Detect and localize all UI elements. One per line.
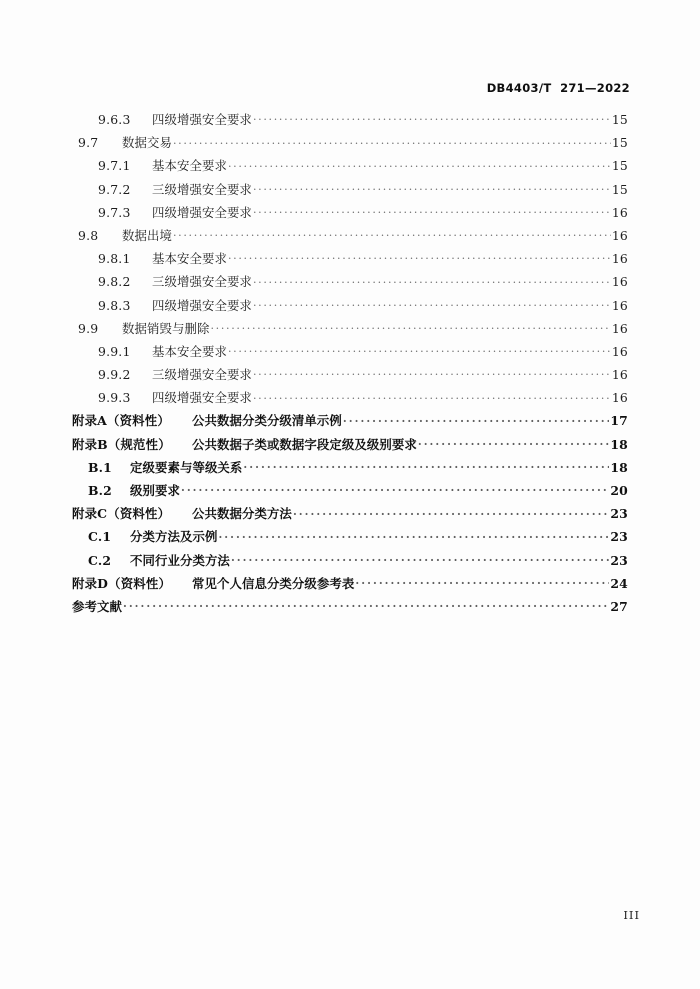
- toc-entry-page-number: 23: [610, 552, 628, 568]
- table-of-contents: [72, 110, 628, 620]
- toc-entry-page-number: 18: [610, 459, 628, 475]
- toc-entry-title: 数据销毁与删除: [122, 320, 210, 336]
- toc-entry-title: 四级增强安全要求: [152, 390, 252, 406]
- toc-entry-page-number: 16: [611, 367, 628, 383]
- toc-entry-number: 9.9.1: [98, 343, 131, 359]
- toc-dot-leader: [123, 599, 609, 611]
- toc-dot-leader: [293, 506, 609, 518]
- toc-entry-page-number: 16: [611, 343, 628, 359]
- toc-entry[interactable]: [72, 435, 628, 458]
- toc-entry-title: 数据出境: [122, 227, 172, 243]
- toc-dot-leader: [173, 135, 611, 147]
- toc-entry-page-number: 17: [610, 413, 628, 429]
- toc-entry-number: 9.8.3: [98, 297, 131, 313]
- toc-entry-title: 三级增强安全要求: [152, 181, 252, 197]
- toc-entry-number: 附录C（资料性）: [72, 506, 171, 522]
- toc-entry-title: 基本安全要求: [152, 158, 227, 174]
- toc-entry[interactable]: [72, 110, 628, 133]
- toc-entry-number: 9.8: [78, 227, 99, 243]
- toc-entry[interactable]: [72, 504, 628, 527]
- toc-entry[interactable]: [72, 249, 628, 272]
- toc-dot-leader: [343, 413, 609, 425]
- toc-dot-leader: [228, 343, 611, 355]
- toc-entry-number: 9.7.1: [98, 158, 131, 174]
- toc-entry-title: 数据交易: [122, 135, 172, 151]
- page-number-folio: III: [623, 908, 640, 922]
- toc-entry[interactable]: [72, 203, 628, 226]
- toc-dot-leader: [253, 181, 611, 193]
- toc-entry-page-number: 23: [610, 529, 628, 545]
- toc-dot-leader: [418, 436, 610, 448]
- toc-entry[interactable]: [72, 156, 628, 179]
- toc-entry-title: 基本安全要求: [152, 343, 227, 359]
- toc-dot-leader: [181, 483, 609, 495]
- toc-entry[interactable]: [72, 597, 628, 620]
- toc-entry[interactable]: [72, 226, 628, 249]
- toc-entry-page-number: 15: [611, 112, 628, 127]
- toc-dot-leader: [253, 204, 611, 216]
- toc-entry[interactable]: [72, 133, 628, 156]
- toc-entry-page-number: 16: [611, 320, 628, 336]
- toc-dot-leader: [228, 158, 611, 170]
- toc-entry-page-number: 16: [611, 227, 628, 243]
- toc-entry-number: 附录B（规范性）: [72, 436, 171, 452]
- toc-dot-leader: [253, 390, 611, 402]
- toc-dot-leader: [355, 575, 609, 587]
- toc-entry-number: 9.7: [78, 135, 99, 151]
- toc-dot-leader: [210, 320, 610, 332]
- toc-entry[interactable]: [72, 342, 628, 365]
- toc-dot-leader: [253, 274, 611, 286]
- toc-entry[interactable]: [72, 481, 628, 504]
- running-header-standard-code: DB4403/T 271—2022: [486, 81, 630, 95]
- toc-entry[interactable]: [72, 574, 628, 597]
- toc-entry-page-number: 15: [611, 181, 628, 197]
- toc-entry[interactable]: [72, 365, 628, 388]
- toc-entry-title: 常见个人信息分类分级参考表: [192, 575, 355, 591]
- toc-entry-title: 不同行业分类方法: [130, 552, 230, 568]
- toc-entry-page-number: 16: [611, 251, 628, 267]
- toc-entry-number: 9.9: [78, 320, 99, 336]
- toc-entry-title: 公共数据子类或数据字段定级及级别要求: [192, 436, 417, 452]
- toc-entry-number: 9.8.2: [98, 274, 131, 290]
- toc-entry-title: 级别要求: [130, 483, 180, 498]
- toc-entry-number: 9.9.2: [98, 367, 131, 383]
- toc-entry-page-number: 16: [611, 204, 628, 220]
- toc-dot-leader: [253, 112, 611, 124]
- toc-entry-number: 附录A（资料性）: [72, 413, 170, 429]
- toc-entry[interactable]: [72, 388, 628, 411]
- toc-entry-number: B.2: [88, 483, 113, 498]
- toc-dot-leader: [253, 367, 611, 379]
- toc-entry-number: 9.8.1: [98, 251, 131, 267]
- toc-entry-page-number: 16: [611, 297, 628, 313]
- toc-dot-leader: [228, 251, 611, 263]
- toc-entry-title: 分类方法及示例: [130, 529, 218, 545]
- toc-entry-title: 四级增强安全要求: [152, 112, 252, 127]
- toc-entry-page-number: 16: [611, 390, 628, 406]
- toc-entry-number: C.2: [88, 552, 112, 568]
- toc-entry-title: 定级要素与等级关系: [130, 459, 243, 475]
- toc-entry-number: 9.6.3: [98, 112, 131, 127]
- toc-entry[interactable]: [72, 527, 628, 550]
- toc-entry-page-number: 16: [611, 274, 628, 290]
- toc-dot-leader: [173, 228, 611, 240]
- toc-entry-title: 四级增强安全要求: [152, 297, 252, 313]
- toc-entry-number: 9.7.3: [98, 204, 131, 220]
- toc-entry-page-number: 20: [610, 483, 628, 498]
- toc-entry[interactable]: [72, 551, 628, 574]
- toc-entry-number: 9.9.3: [98, 390, 131, 406]
- toc-entry-title: 基本安全要求: [152, 251, 227, 267]
- toc-entry-number: 9.7.2: [98, 181, 131, 197]
- toc-entry-number: B.1: [88, 459, 113, 475]
- toc-dot-leader: [231, 552, 609, 564]
- toc-entry-title: 四级增强安全要求: [152, 204, 252, 220]
- toc-entry[interactable]: [72, 411, 628, 434]
- toc-entry-number: C.1: [88, 529, 112, 545]
- toc-entry-title: 三级增强安全要求: [152, 274, 252, 290]
- toc-entry-page-number: 18: [610, 436, 628, 452]
- toc-entry[interactable]: [72, 272, 628, 295]
- toc-entry-page-number: 24: [610, 575, 628, 591]
- toc-entry-title: 参考文献: [72, 598, 122, 614]
- toc-entry-page-number: 27: [610, 598, 628, 614]
- toc-entry-page-number: 15: [611, 158, 628, 174]
- toc-entry[interactable]: [72, 180, 628, 203]
- toc-dot-leader: [218, 529, 609, 541]
- toc-entry-title: 公共数据分类方法: [192, 506, 292, 522]
- toc-entry[interactable]: [72, 458, 628, 481]
- toc-dot-leader: [243, 459, 609, 471]
- toc-entry-number: 附录D（资料性）: [72, 575, 172, 591]
- toc-entry[interactable]: [72, 296, 628, 319]
- toc-entry-page-number: 23: [610, 506, 628, 522]
- toc-entry[interactable]: [72, 319, 628, 342]
- toc-entry-title: 三级增强安全要求: [152, 367, 252, 383]
- toc-entry-page-number: 15: [611, 135, 628, 151]
- toc-entry-title: 公共数据分类分级清单示例: [192, 413, 342, 429]
- toc-dot-leader: [253, 297, 611, 309]
